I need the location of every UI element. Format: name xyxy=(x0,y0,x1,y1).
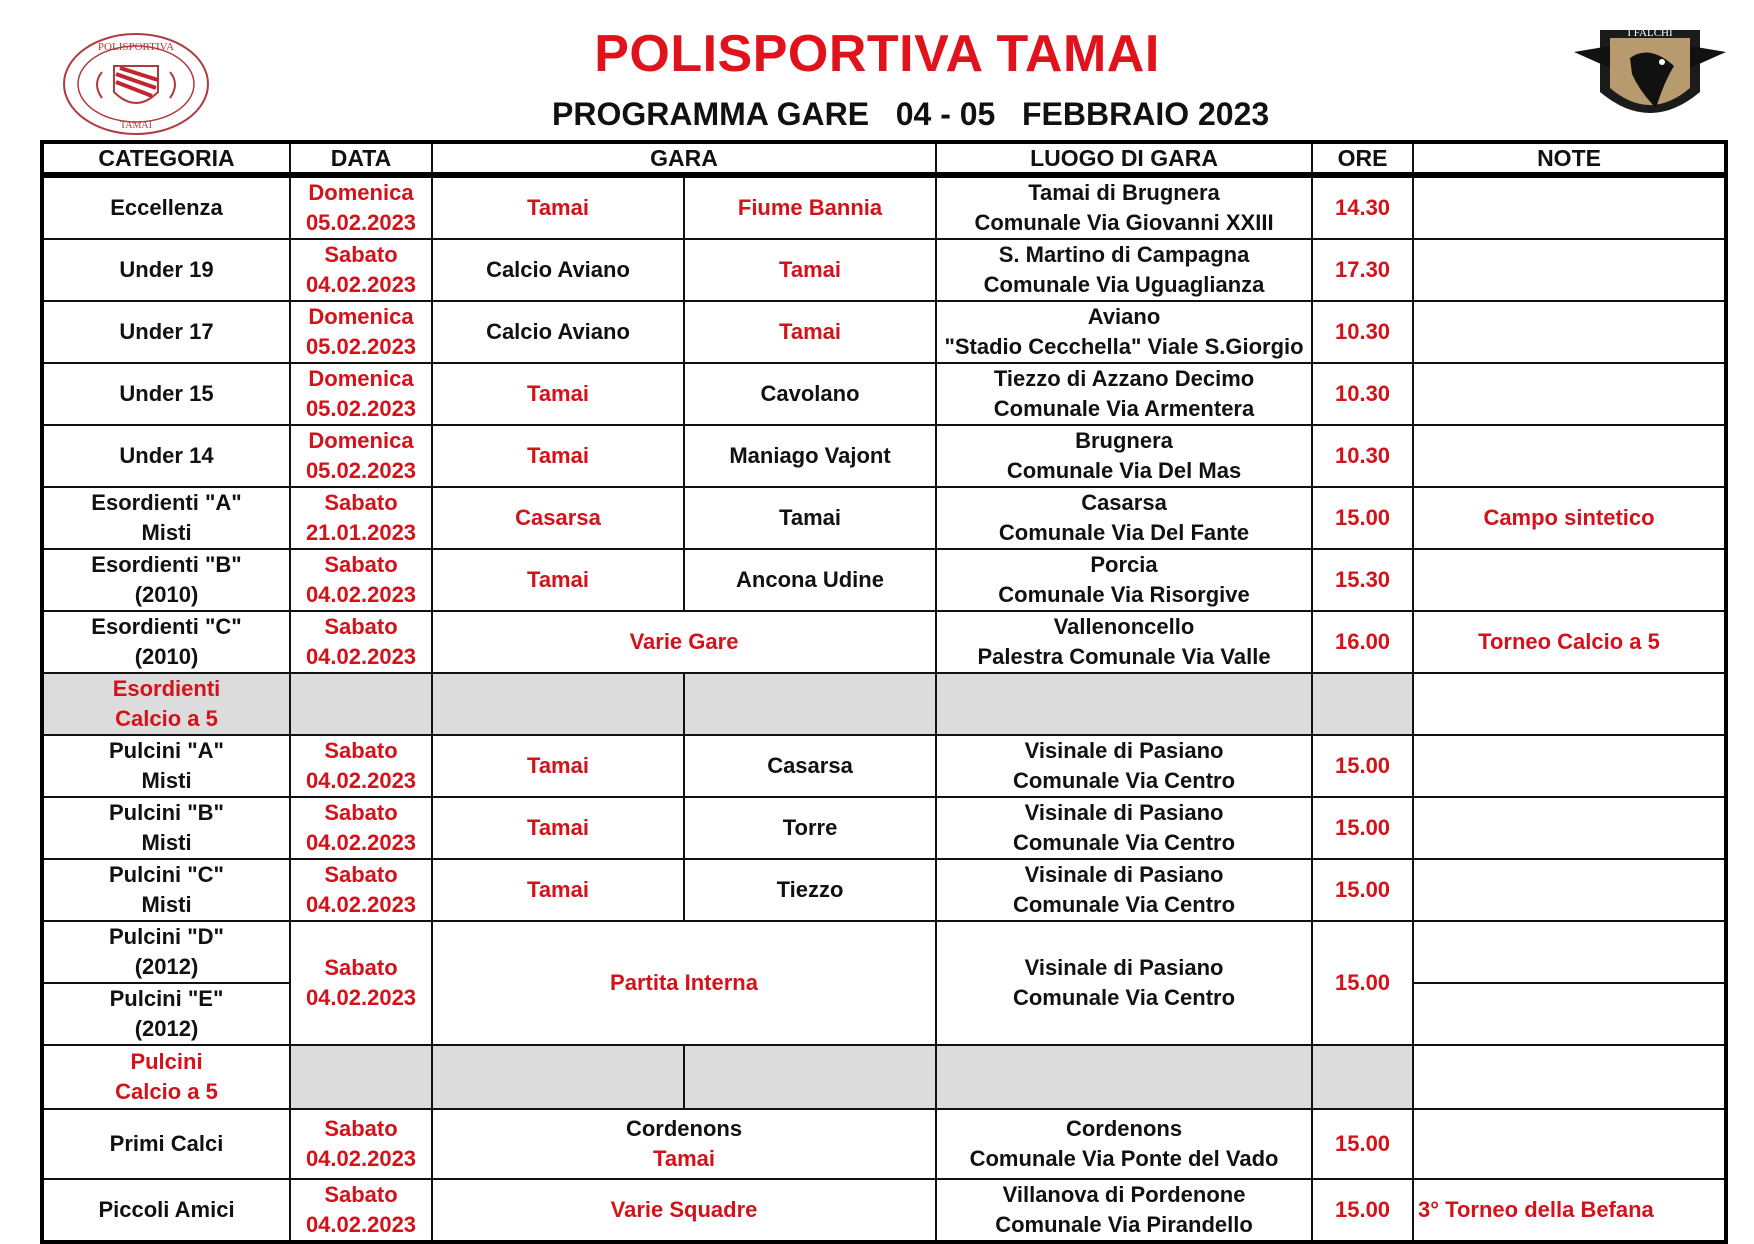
venue: Comunale Via Centro xyxy=(1012,892,1236,917)
category-sub: Calcio a 5 xyxy=(115,1079,218,1104)
table-header xyxy=(42,142,1726,175)
day: Sabato xyxy=(324,552,398,577)
empty-cell xyxy=(1413,1045,1726,1109)
venue: Comunale Via Armentera xyxy=(993,396,1255,421)
table-row xyxy=(42,487,1726,549)
time: 15.00 xyxy=(1312,921,1413,1045)
empty-cell xyxy=(290,1045,432,1109)
place: Vallenoncello xyxy=(1053,614,1195,639)
i-falchi-logo xyxy=(1570,22,1730,140)
time: 15.00 xyxy=(1312,735,1413,797)
place: Cordenons xyxy=(1065,1116,1183,1141)
time: 10.30 xyxy=(1312,301,1413,363)
note: 3° Torneo della Befana xyxy=(1413,1179,1726,1242)
day: Domenica xyxy=(308,366,414,391)
table-row xyxy=(42,859,1726,921)
venue: "Stadio Cecchella" Viale S.Giorgio xyxy=(944,334,1304,359)
category: Primi Calci xyxy=(42,1109,290,1179)
day: Sabato xyxy=(324,1182,398,1207)
empty-cell xyxy=(1312,673,1413,735)
venue: Comunale Via Centro xyxy=(1012,768,1236,793)
home-team: Tamai xyxy=(432,425,684,487)
place: Visinale di Pasiano xyxy=(1024,800,1224,825)
time: 15.00 xyxy=(1312,859,1413,921)
category-sub: (2012) xyxy=(134,954,199,979)
note xyxy=(1413,363,1726,425)
empty-cell xyxy=(1312,1045,1413,1109)
table-row xyxy=(42,1109,1726,1179)
category-sub: Calcio a 5 xyxy=(115,706,218,731)
category: Under 15 xyxy=(42,363,290,425)
home-team: Tamai xyxy=(432,175,684,239)
place: Tiezzo di Azzano Decimo xyxy=(993,366,1255,391)
place: S. Martino di Campagna xyxy=(998,242,1250,267)
empty-cell xyxy=(936,1045,1312,1109)
empty-cell xyxy=(684,1045,936,1109)
category: Pulcini "B" xyxy=(109,800,224,825)
category-sub: Misti xyxy=(141,892,192,917)
empty-cell xyxy=(432,673,684,735)
table-row xyxy=(42,549,1726,611)
date: 04.02.2023 xyxy=(305,985,417,1010)
empty-cell xyxy=(432,1045,684,1109)
day: Sabato xyxy=(324,242,398,267)
day: Sabato xyxy=(324,862,398,887)
note xyxy=(1413,175,1726,239)
time: 14.30 xyxy=(1312,175,1413,239)
away-team: Fiume Bannia xyxy=(684,175,936,239)
table-row xyxy=(42,611,1726,673)
category: Under 14 xyxy=(42,425,290,487)
category: Pulcini xyxy=(130,1049,203,1074)
category: Under 19 xyxy=(42,239,290,301)
day: Sabato xyxy=(324,955,398,980)
venue: Comunale Via Del Mas xyxy=(1006,458,1242,483)
svg-text:TAMAI: TAMAI xyxy=(120,120,152,131)
category-sub: Misti xyxy=(141,520,192,545)
home-team: Calcio Aviano xyxy=(432,239,684,301)
home-team: Tamai xyxy=(432,797,684,859)
note xyxy=(1413,301,1726,363)
home-team: Tamai xyxy=(432,363,684,425)
empty-cell xyxy=(1413,921,1726,983)
away-team: Torre xyxy=(684,797,936,859)
place: Aviano xyxy=(1087,304,1161,329)
place: Visinale di Pasiano xyxy=(1024,862,1224,887)
note xyxy=(1413,1109,1726,1179)
note: Torneo Calcio a 5 xyxy=(1413,611,1726,673)
note xyxy=(1413,859,1726,921)
category: Piccoli Amici xyxy=(42,1179,290,1242)
col-luogo: LUOGO DI GARA xyxy=(936,142,1312,175)
date: 05.02.2023 xyxy=(305,334,417,359)
day: Domenica xyxy=(308,304,414,329)
away-team: Ancona Udine xyxy=(684,549,936,611)
category: Esordienti "A" xyxy=(91,490,242,515)
home-team: Casarsa xyxy=(432,487,684,549)
svg-text:POLISPORTIVA: POLISPORTIVA xyxy=(97,41,175,53)
date: 04.02.2023 xyxy=(305,644,417,669)
venue: Comunale Via Centro xyxy=(1012,830,1236,855)
empty-cell xyxy=(936,673,1312,735)
venue: Comunale Via Centro xyxy=(1012,985,1236,1010)
date: 05.02.2023 xyxy=(305,210,417,235)
away-team: Tiezzo xyxy=(684,859,936,921)
empty-cell xyxy=(290,673,432,735)
venue: Comunale Via Giovanni XXIII xyxy=(974,210,1274,235)
match: Partita Interna xyxy=(432,921,936,1045)
note xyxy=(1413,425,1726,487)
place: Brugnera xyxy=(1075,428,1173,453)
category: Esordienti xyxy=(112,676,221,701)
category-sub: Misti xyxy=(141,768,192,793)
away-team: Maniago Vajont xyxy=(684,425,936,487)
svg-text:I FALCHI: I FALCHI xyxy=(1627,27,1673,39)
note xyxy=(1413,797,1726,859)
polisportiva-logo xyxy=(62,32,210,136)
date: 04.02.2023 xyxy=(305,582,417,607)
time: 15.30 xyxy=(1312,549,1413,611)
category: Pulcini "D" xyxy=(109,924,224,949)
note xyxy=(1413,549,1726,611)
date: 04.02.2023 xyxy=(305,830,417,855)
table-row xyxy=(42,921,1726,983)
date: 04.02.2023 xyxy=(305,768,417,793)
col-categoria: CATEGORIA xyxy=(42,142,290,175)
col-gara: GARA xyxy=(432,142,936,175)
venue: Comunale Via Uguaglianza xyxy=(983,272,1265,297)
home-team: Tamai xyxy=(432,549,684,611)
date: 21.01.2023 xyxy=(305,520,417,545)
note xyxy=(1413,239,1726,301)
note: Campo sintetico xyxy=(1413,487,1726,549)
date: 04.02.2023 xyxy=(305,272,417,297)
time: 16.00 xyxy=(1312,611,1413,673)
time: 15.00 xyxy=(1312,1109,1413,1179)
empty-cell xyxy=(1413,673,1726,735)
away-team: Cavolano xyxy=(684,363,936,425)
time: 15.00 xyxy=(1312,1179,1413,1242)
day: Sabato xyxy=(324,738,398,763)
category: Eccellenza xyxy=(42,175,290,239)
col-note: NOTE xyxy=(1413,142,1726,175)
category-sub: (2010) xyxy=(134,644,199,669)
table-row xyxy=(42,239,1726,301)
home-team: Tamai xyxy=(432,859,684,921)
time: 15.00 xyxy=(1312,797,1413,859)
away-team: Tamai xyxy=(684,487,936,549)
day: Sabato xyxy=(324,800,398,825)
table-row xyxy=(42,363,1726,425)
time: 10.30 xyxy=(1312,363,1413,425)
category: Pulcini "C" xyxy=(109,862,224,887)
table-row xyxy=(42,1045,1726,1109)
table-row xyxy=(42,1179,1726,1242)
away-team: Tamai xyxy=(684,239,936,301)
home-team: Tamai xyxy=(432,735,684,797)
category-sub: (2012) xyxy=(134,1016,199,1041)
schedule-table xyxy=(40,140,1728,1244)
venue: Comunale Via Pirandello xyxy=(995,1212,1253,1237)
place: Porcia xyxy=(1090,552,1158,577)
category: Pulcini "E" xyxy=(109,986,224,1011)
day: Domenica xyxy=(308,428,414,453)
venue: Comunale Via Ponte del Vado xyxy=(969,1146,1279,1171)
day: Sabato xyxy=(324,1116,398,1141)
date: 04.02.2023 xyxy=(305,1146,417,1171)
match-host: Cordenons xyxy=(625,1116,743,1141)
note xyxy=(1413,735,1726,797)
table-row xyxy=(42,797,1726,859)
place: Visinale di Pasiano xyxy=(1024,738,1224,763)
away-team: Casarsa xyxy=(684,735,936,797)
page-title: POLISPORTIVA TAMAI xyxy=(594,25,1160,83)
category-sub: Misti xyxy=(141,830,192,855)
place: Tamai di Brugnera xyxy=(1028,180,1220,205)
day: Sabato xyxy=(324,614,398,639)
away-team: Tamai xyxy=(684,301,936,363)
empty-cell xyxy=(684,673,936,735)
page-subtitle: PROGRAMMA GARE 04 - 05 FEBBRAIO 2023 xyxy=(552,96,1270,132)
match-team: Tamai xyxy=(653,1146,715,1171)
empty-cell xyxy=(1413,983,1726,1045)
home-team: Calcio Aviano xyxy=(432,301,684,363)
table-row xyxy=(42,301,1726,363)
table-row xyxy=(42,735,1726,797)
time: 15.00 xyxy=(1312,487,1413,549)
category: Esordienti "C" xyxy=(91,614,242,639)
day: Sabato xyxy=(324,490,398,515)
category: Under 17 xyxy=(42,301,290,363)
date: 05.02.2023 xyxy=(305,458,417,483)
col-ore: ORE xyxy=(1312,142,1413,175)
col-data: DATA xyxy=(290,142,432,175)
place: Villanova di Pordenone xyxy=(1002,1182,1246,1207)
date: 04.02.2023 xyxy=(305,892,417,917)
category: Esordienti "B" xyxy=(91,552,242,577)
time: 17.30 xyxy=(1312,239,1413,301)
venue: Palestra Comunale Via Valle xyxy=(977,644,1271,669)
category: Pulcini "A" xyxy=(109,738,224,763)
venue: Comunale Via Risorgive xyxy=(998,582,1250,607)
match: Varie Squadre xyxy=(432,1179,936,1242)
category-sub: (2010) xyxy=(134,582,199,607)
time: 10.30 xyxy=(1312,425,1413,487)
date: 04.02.2023 xyxy=(305,1212,417,1237)
venue: Comunale Via Del Fante xyxy=(998,520,1250,545)
table-row xyxy=(42,175,1726,239)
table-row xyxy=(42,425,1726,487)
match: Varie Gare xyxy=(432,611,936,673)
place: Visinale di Pasiano xyxy=(1024,955,1224,980)
day: Domenica xyxy=(308,180,414,205)
table-row xyxy=(42,673,1726,735)
date: 05.02.2023 xyxy=(305,396,417,421)
place: Casarsa xyxy=(1081,490,1167,515)
